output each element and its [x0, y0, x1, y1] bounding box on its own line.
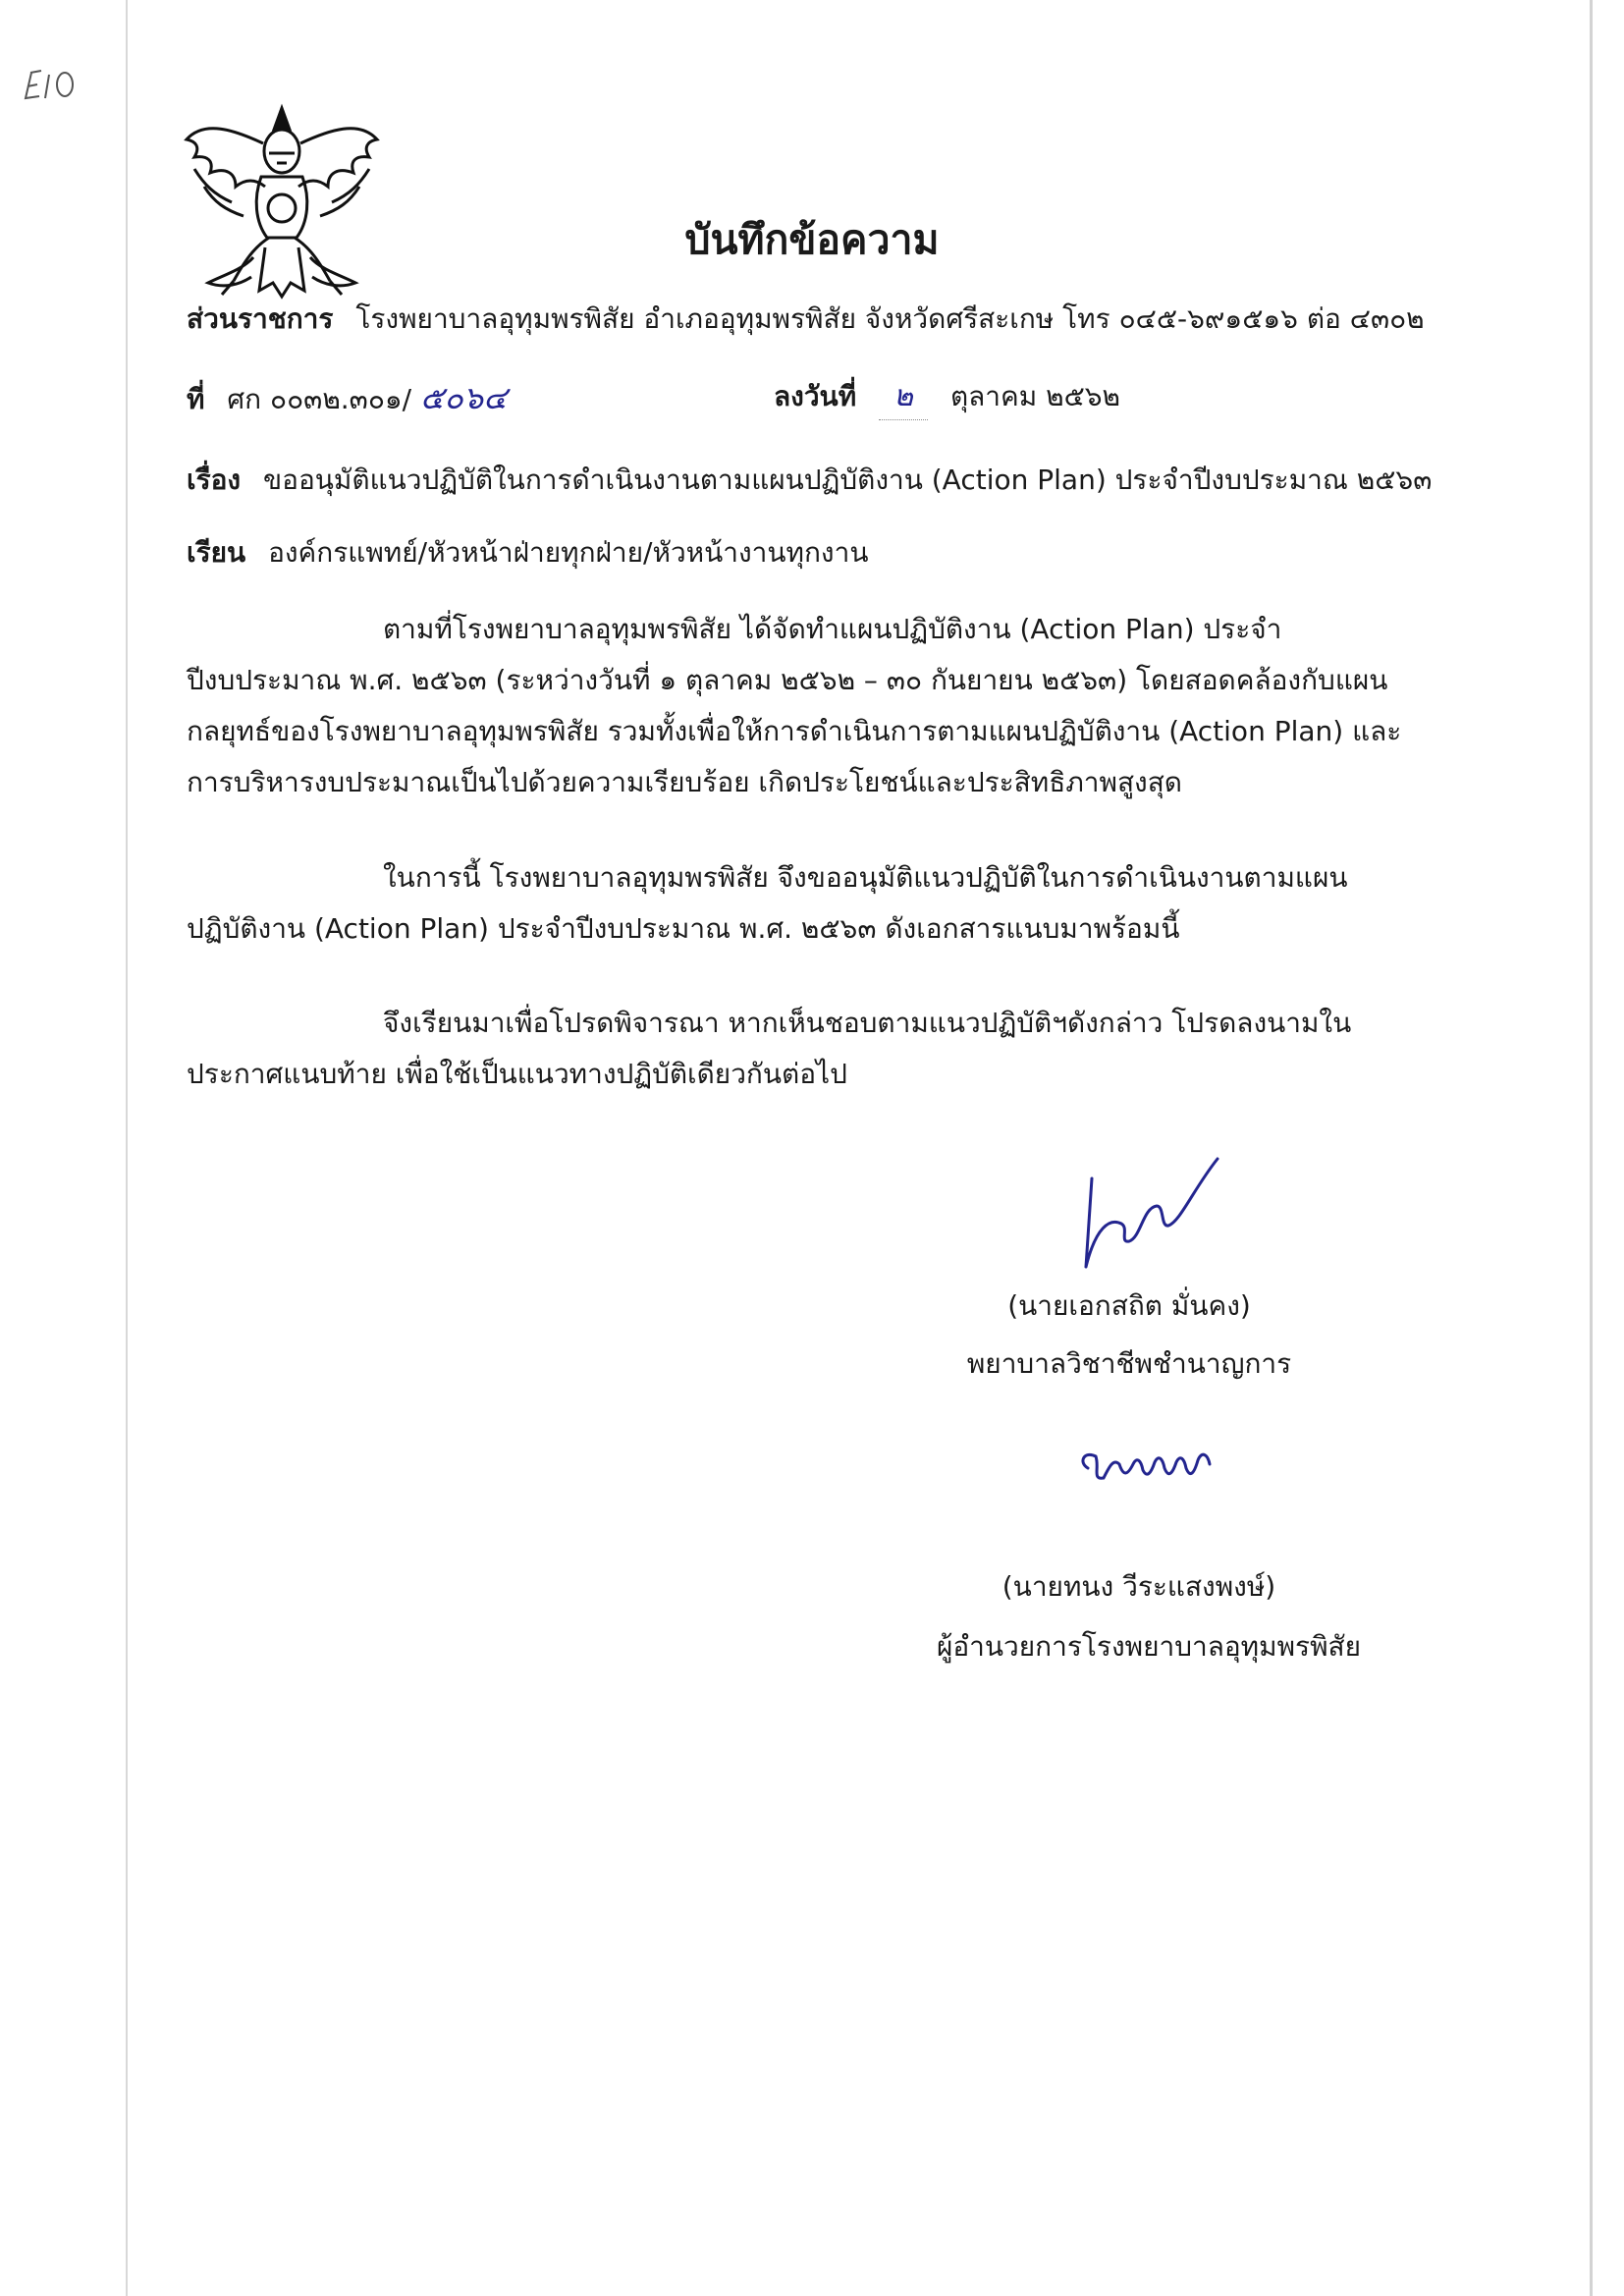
subject-line	[187, 459, 1432, 502]
date-line	[774, 373, 1120, 420]
margin-note-handwritten	[22, 65, 90, 104]
signatory-2-name: (นายทนง วีระแสงพงษ์)	[1001, 1570, 1276, 1603]
agency-label: ส่วนราชการ	[187, 302, 334, 335]
memo-title: บันทึกข้อความ	[684, 216, 940, 263]
body-paragraph-3	[187, 998, 1414, 1100]
reference-line	[187, 373, 507, 423]
to-line	[187, 531, 868, 574]
to-label: เรียน	[187, 536, 246, 569]
paragraph-text: จึงเรียนมาเพื่อโปรดพิจารณา หากเห็นชอบตามแนวปฏิบัติฯดังกล่าว โปรดลงนามในประกาศแนบท้าย เพื่อใช้เป็นแนวทางปฏิบัติเดียวกันต่อไป	[187, 1007, 1352, 1090]
signatory-2-position: ผู้อำนวยการโรงพยาบาลอุทุมพรพิสัย	[936, 1630, 1362, 1663]
scan-edge-left	[126, 0, 128, 2296]
scan-edge-right	[1590, 0, 1593, 2296]
signature-2-handwritten	[1070, 1429, 1227, 1498]
subject-value: ขออนุมัติแนวปฏิบัติในการดำเนินงานตามแผนปฏิบัติงาน (Action Plan) ประจำปีงบประมาณ ๒๕๖๓	[263, 464, 1433, 496]
paragraph-text: ตามที่โรงพยาบาลอุทุมพรพิสัย ได้จัดทำแผนปฏิบัติงาน (Action Plan) ประจำปีงบประมาณ พ.ศ. ๒๕๖๓ (ระหว่างวันที่ ๑ ตุลาคม ๒๕๖๒ – ๓๐ กันยายน ๒๕๖๓) โดยสอดคล้องกับแผนกลยุทธ์ของโรงพยาบาลอุทุมพรพิสัย รวมทั้งเพื่อให้การดำเนินการตามแผนปฏิบัติงาน (Action Plan) และการบริหารงบประมาณเป็นไปด้วยความเรียบร้อย เกิดประโยชน์และประสิทธิภาพสูงสุด	[187, 613, 1402, 798]
paragraph-text: ในการนี้ โรงพยาบาลอุทุมพรพิสัย จึงขออนุมัติแนวปฏิบัติในการดำเนินงานตามแผนปฏิบัติงาน (Action Plan) ประจำปีงบประมาณ พ.ศ. ๒๕๖๓ ดังเอกสารแนบมาพร้อมนี้	[187, 861, 1348, 945]
agency-value: โรงพยาบาลอุทุมพรพิสัย อำเภออุทุมพรพิสัย จังหวัดศรีสะเกษ โทร ๐๔๕-๖๙๑๕๑๖ ต่อ ๔๓๐๒	[355, 302, 1425, 335]
date-day-handwritten: ๒	[879, 373, 928, 420]
subject-label: เรื่อง	[187, 464, 242, 496]
signatory-1-name: (นายเอกสถิต มั่นคง)	[1007, 1289, 1251, 1322]
to-value: องค์กรแพทย์/หัวหน้าฝ่ายทุกฝ่าย/หัวหน้างานทุกงาน	[268, 536, 869, 569]
ref-label: ที่	[187, 383, 205, 415]
garuda-emblem-icon	[175, 100, 389, 304]
signatory-1-position: พยาบาลวิชาชีพชำนาญการ	[966, 1347, 1292, 1380]
ref-number-handwritten: ๕๐๖๔	[420, 379, 508, 416]
body-paragraph-2	[187, 852, 1414, 955]
ref-prefix: ศก ๐๐๓๒.๓๐๑/	[227, 383, 412, 415]
date-month-year: ตุลาคม ๒๕๖๒	[949, 380, 1120, 412]
date-label: ลงวันที่	[774, 380, 857, 412]
signature-1-handwritten	[1070, 1149, 1227, 1277]
agency-line	[187, 298, 1425, 341]
body-paragraph-1	[187, 604, 1414, 808]
